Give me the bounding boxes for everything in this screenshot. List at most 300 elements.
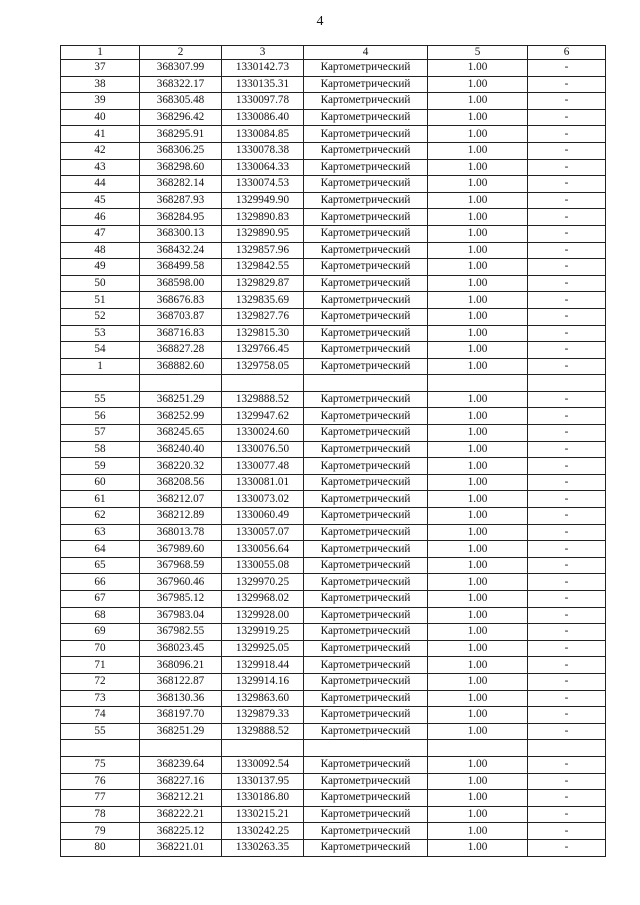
point-number-cell: 43 <box>61 159 140 176</box>
x-coordinate-cell: 367983.04 <box>140 607 222 624</box>
table-row <box>61 491 606 508</box>
point-number-cell: 67 <box>61 591 140 608</box>
note-cell: - <box>528 839 606 856</box>
point-number-cell: 68 <box>61 607 140 624</box>
y-coordinate-cell: 1329815.30 <box>222 325 304 342</box>
method-cell: Картометрический <box>304 176 428 193</box>
table-row <box>61 591 606 608</box>
note-cell: - <box>528 524 606 541</box>
y-coordinate-cell: 1329857.96 <box>222 242 304 259</box>
accuracy-cell: 1.00 <box>428 790 528 807</box>
table-row <box>61 126 606 143</box>
note-cell: - <box>528 458 606 475</box>
table-row <box>61 673 606 690</box>
note-cell: - <box>528 491 606 508</box>
method-cell: Картометрический <box>304 259 428 276</box>
accuracy-cell: 1.00 <box>428 591 528 608</box>
table-row <box>61 607 606 624</box>
x-coordinate-cell: 368225.12 <box>140 823 222 840</box>
method-cell: Картометрический <box>304 391 428 408</box>
table-row <box>61 192 606 209</box>
accuracy-cell: 1.00 <box>428 176 528 193</box>
y-coordinate-cell: 1330081.01 <box>222 474 304 491</box>
x-coordinate-cell: 368827.28 <box>140 342 222 359</box>
point-number-cell: 63 <box>61 524 140 541</box>
y-coordinate-cell: 1330084.85 <box>222 126 304 143</box>
note-cell: - <box>528 242 606 259</box>
y-coordinate-cell: 1329925.05 <box>222 640 304 657</box>
table-row <box>61 60 606 77</box>
point-number-cell: 46 <box>61 209 140 226</box>
y-coordinate-cell: 1329928.00 <box>222 607 304 624</box>
accuracy-cell: 1.00 <box>428 491 528 508</box>
method-cell: Картометрический <box>304 358 428 375</box>
point-number-cell: 72 <box>61 673 140 690</box>
note-cell: - <box>528 508 606 525</box>
table-row <box>61 76 606 93</box>
method-cell: Картометрический <box>304 441 428 458</box>
accuracy-cell: 1.00 <box>428 93 528 110</box>
y-coordinate-cell: 1329890.83 <box>222 209 304 226</box>
table-row <box>61 823 606 840</box>
x-coordinate-cell: 368220.32 <box>140 458 222 475</box>
y-coordinate-cell: 1329970.25 <box>222 574 304 591</box>
x-coordinate-cell: 368703.87 <box>140 308 222 325</box>
method-cell: Картометрический <box>304 325 428 342</box>
x-coordinate-cell <box>140 740 222 757</box>
point-number-cell <box>61 375 140 392</box>
table-row <box>61 358 606 375</box>
point-number-cell: 49 <box>61 259 140 276</box>
accuracy-cell: 1.00 <box>428 225 528 242</box>
table-row <box>61 391 606 408</box>
note-cell: - <box>528 541 606 558</box>
method-cell: Картометрический <box>304 225 428 242</box>
point-number-cell: 73 <box>61 690 140 707</box>
table-row <box>61 209 606 226</box>
column-header: 6 <box>528 46 606 60</box>
method-cell: Картометрический <box>304 756 428 773</box>
point-number-cell: 48 <box>61 242 140 259</box>
point-number-cell: 42 <box>61 142 140 159</box>
method-cell: Картометрический <box>304 690 428 707</box>
column-header: 5 <box>428 46 528 60</box>
point-number-cell: 79 <box>61 823 140 840</box>
y-coordinate-cell: 1329918.44 <box>222 657 304 674</box>
y-coordinate-cell: 1329842.55 <box>222 259 304 276</box>
x-coordinate-cell: 368122.87 <box>140 673 222 690</box>
accuracy-cell: 1.00 <box>428 474 528 491</box>
table-row <box>61 159 606 176</box>
accuracy-cell: 1.00 <box>428 773 528 790</box>
x-coordinate-cell: 368221.01 <box>140 839 222 856</box>
x-coordinate-cell: 368222.21 <box>140 806 222 823</box>
note-cell: - <box>528 126 606 143</box>
point-number-cell: 44 <box>61 176 140 193</box>
point-number-cell: 58 <box>61 441 140 458</box>
point-number-cell: 37 <box>61 60 140 77</box>
note-cell: - <box>528 176 606 193</box>
x-coordinate-cell: 368306.25 <box>140 142 222 159</box>
point-number-cell: 74 <box>61 707 140 724</box>
accuracy-cell: 1.00 <box>428 391 528 408</box>
table-row <box>61 707 606 724</box>
column-header: 3 <box>222 46 304 60</box>
note-cell: - <box>528 723 606 740</box>
accuracy-cell: 1.00 <box>428 192 528 209</box>
note-cell: - <box>528 474 606 491</box>
x-coordinate-cell: 368245.65 <box>140 425 222 442</box>
table-row <box>61 275 606 292</box>
method-cell: Картометрический <box>304 126 428 143</box>
note-cell: - <box>528 142 606 159</box>
column-header: 4 <box>304 46 428 60</box>
point-number-cell: 64 <box>61 541 140 558</box>
method-cell <box>304 375 428 392</box>
y-coordinate-cell: 1329835.69 <box>222 292 304 309</box>
y-coordinate-cell: 1330078.38 <box>222 142 304 159</box>
method-cell: Картометрический <box>304 591 428 608</box>
accuracy-cell: 1.00 <box>428 159 528 176</box>
accuracy-cell: 1.00 <box>428 325 528 342</box>
table-row <box>61 109 606 126</box>
note-cell <box>528 740 606 757</box>
y-coordinate-cell: 1330057.07 <box>222 524 304 541</box>
x-coordinate-cell: 367982.55 <box>140 624 222 641</box>
accuracy-cell: 1.00 <box>428 76 528 93</box>
note-cell: - <box>528 76 606 93</box>
method-cell: Картометрический <box>304 76 428 93</box>
x-coordinate-cell: 368212.21 <box>140 790 222 807</box>
x-coordinate-cell: 368197.70 <box>140 707 222 724</box>
x-coordinate-cell: 368307.99 <box>140 60 222 77</box>
note-cell: - <box>528 192 606 209</box>
note-cell: - <box>528 425 606 442</box>
method-cell: Картометрический <box>304 342 428 359</box>
table-row <box>61 176 606 193</box>
point-number-cell: 77 <box>61 790 140 807</box>
note-cell: - <box>528 292 606 309</box>
table-row <box>61 93 606 110</box>
page-number: 4 <box>316 14 324 29</box>
y-coordinate-cell <box>222 740 304 757</box>
point-number-cell: 56 <box>61 408 140 425</box>
method-cell: Картометрический <box>304 607 428 624</box>
table-row <box>61 690 606 707</box>
method-cell: Картометрический <box>304 790 428 807</box>
x-coordinate-cell: 368284.95 <box>140 209 222 226</box>
accuracy-cell: 1.00 <box>428 292 528 309</box>
accuracy-cell: 1.00 <box>428 60 528 77</box>
table-row <box>61 142 606 159</box>
method-cell <box>304 740 428 757</box>
note-cell: - <box>528 673 606 690</box>
note-cell: - <box>528 342 606 359</box>
y-coordinate-cell: 1330064.33 <box>222 159 304 176</box>
table-row <box>61 723 606 740</box>
accuracy-cell: 1.00 <box>428 823 528 840</box>
x-coordinate-cell: 368251.29 <box>140 723 222 740</box>
point-number-cell: 1 <box>61 358 140 375</box>
table-row <box>61 557 606 574</box>
table-row <box>61 474 606 491</box>
accuracy-cell: 1.00 <box>428 756 528 773</box>
note-cell: - <box>528 441 606 458</box>
y-coordinate-cell: 1329949.90 <box>222 192 304 209</box>
y-coordinate-cell: 1330186.80 <box>222 790 304 807</box>
accuracy-cell: 1.00 <box>428 242 528 259</box>
accuracy-cell: 1.00 <box>428 342 528 359</box>
y-coordinate-cell: 1329968.02 <box>222 591 304 608</box>
x-coordinate-cell: 367989.60 <box>140 541 222 558</box>
accuracy-cell: 1.00 <box>428 806 528 823</box>
point-number-cell: 61 <box>61 491 140 508</box>
x-coordinate-cell: 368251.29 <box>140 391 222 408</box>
point-number-cell: 38 <box>61 76 140 93</box>
point-number-cell: 78 <box>61 806 140 823</box>
point-number-cell: 52 <box>61 308 140 325</box>
table-row <box>61 425 606 442</box>
x-coordinate-cell: 367985.12 <box>140 591 222 608</box>
x-coordinate-cell: 368296.42 <box>140 109 222 126</box>
accuracy-cell: 1.00 <box>428 707 528 724</box>
point-number-cell: 40 <box>61 109 140 126</box>
note-cell: - <box>528 225 606 242</box>
x-coordinate-cell: 368252.99 <box>140 408 222 425</box>
note-cell: - <box>528 93 606 110</box>
y-coordinate-cell: 1330142.73 <box>222 60 304 77</box>
y-coordinate-cell: 1329829.87 <box>222 275 304 292</box>
accuracy-cell: 1.00 <box>428 209 528 226</box>
point-number-cell: 59 <box>61 458 140 475</box>
x-coordinate-cell: 368295.91 <box>140 126 222 143</box>
accuracy-cell: 1.00 <box>428 408 528 425</box>
point-number-cell: 60 <box>61 474 140 491</box>
table-row <box>61 806 606 823</box>
x-coordinate-cell: 368305.48 <box>140 93 222 110</box>
y-coordinate-cell: 1329879.33 <box>222 707 304 724</box>
method-cell: Картометрический <box>304 839 428 856</box>
x-coordinate-cell: 368130.36 <box>140 690 222 707</box>
x-coordinate-cell: 368882.60 <box>140 358 222 375</box>
method-cell: Картометрический <box>304 192 428 209</box>
note-cell: - <box>528 823 606 840</box>
point-number-cell: 39 <box>61 93 140 110</box>
method-cell: Картометрический <box>304 142 428 159</box>
point-number-cell <box>61 740 140 757</box>
accuracy-cell <box>428 375 528 392</box>
point-number-cell: 50 <box>61 275 140 292</box>
x-coordinate-cell: 367960.46 <box>140 574 222 591</box>
contour-separator-row <box>61 740 606 757</box>
x-coordinate-cell: 368212.07 <box>140 491 222 508</box>
method-cell: Картометрический <box>304 541 428 558</box>
y-coordinate-cell: 1330263.35 <box>222 839 304 856</box>
point-number-cell: 71 <box>61 657 140 674</box>
column-header: 2 <box>140 46 222 60</box>
x-coordinate-cell: 368432.24 <box>140 242 222 259</box>
accuracy-cell: 1.00 <box>428 358 528 375</box>
table-row <box>61 342 606 359</box>
accuracy-cell <box>428 740 528 757</box>
accuracy-cell: 1.00 <box>428 839 528 856</box>
note-cell: - <box>528 607 606 624</box>
note-cell: - <box>528 159 606 176</box>
note-cell: - <box>528 209 606 226</box>
method-cell: Картометрический <box>304 657 428 674</box>
method-cell: Картометрический <box>304 508 428 525</box>
table-row <box>61 259 606 276</box>
x-coordinate-cell: 368716.83 <box>140 325 222 342</box>
accuracy-cell: 1.00 <box>428 673 528 690</box>
table-row <box>61 657 606 674</box>
table-row <box>61 773 606 790</box>
note-cell: - <box>528 657 606 674</box>
note-cell: - <box>528 756 606 773</box>
note-cell: - <box>528 806 606 823</box>
note-cell: - <box>528 707 606 724</box>
table-row <box>61 408 606 425</box>
x-coordinate-cell: 368676.83 <box>140 292 222 309</box>
method-cell: Картометрический <box>304 707 428 724</box>
y-coordinate-cell: 1330055.08 <box>222 557 304 574</box>
point-number-cell: 47 <box>61 225 140 242</box>
point-number-cell: 55 <box>61 723 140 740</box>
y-coordinate-cell: 1329914.16 <box>222 673 304 690</box>
x-coordinate-cell: 368282.14 <box>140 176 222 193</box>
note-cell: - <box>528 690 606 707</box>
point-number-cell: 55 <box>61 391 140 408</box>
y-coordinate-cell: 1330077.48 <box>222 458 304 475</box>
y-coordinate-cell: 1329888.52 <box>222 723 304 740</box>
accuracy-cell: 1.00 <box>428 607 528 624</box>
y-coordinate-cell: 1329863.60 <box>222 690 304 707</box>
accuracy-cell: 1.00 <box>428 441 528 458</box>
accuracy-cell: 1.00 <box>428 657 528 674</box>
method-cell: Картометрический <box>304 557 428 574</box>
note-cell: - <box>528 325 606 342</box>
accuracy-cell: 1.00 <box>428 557 528 574</box>
y-coordinate-cell: 1330060.49 <box>222 508 304 525</box>
table-row <box>61 242 606 259</box>
table-row <box>61 574 606 591</box>
point-number-cell: 76 <box>61 773 140 790</box>
method-cell: Картометрический <box>304 408 428 425</box>
accuracy-cell: 1.00 <box>428 275 528 292</box>
method-cell: Картометрический <box>304 109 428 126</box>
method-cell: Картометрический <box>304 159 428 176</box>
table-row <box>61 325 606 342</box>
note-cell: - <box>528 308 606 325</box>
y-coordinate-cell: 1330086.40 <box>222 109 304 126</box>
method-cell: Картометрический <box>304 723 428 740</box>
accuracy-cell: 1.00 <box>428 126 528 143</box>
point-number-cell: 51 <box>61 292 140 309</box>
x-coordinate-cell: 368208.56 <box>140 474 222 491</box>
point-number-cell: 69 <box>61 624 140 641</box>
table-row <box>61 524 606 541</box>
table-row <box>61 441 606 458</box>
method-cell: Картометрический <box>304 806 428 823</box>
point-number-cell: 75 <box>61 756 140 773</box>
method-cell: Картометрический <box>304 242 428 259</box>
method-cell: Картометрический <box>304 275 428 292</box>
x-coordinate-cell: 368499.58 <box>140 259 222 276</box>
note-cell: - <box>528 790 606 807</box>
point-number-cell: 41 <box>61 126 140 143</box>
accuracy-cell: 1.00 <box>428 259 528 276</box>
note-cell: - <box>528 109 606 126</box>
note-cell: - <box>528 773 606 790</box>
x-coordinate-cell <box>140 375 222 392</box>
table-row <box>61 458 606 475</box>
point-number-cell: 62 <box>61 508 140 525</box>
accuracy-cell: 1.00 <box>428 109 528 126</box>
table-row <box>61 640 606 657</box>
table-row <box>61 839 606 856</box>
table-row <box>61 790 606 807</box>
accuracy-cell: 1.00 <box>428 142 528 159</box>
y-coordinate-cell: 1330215.21 <box>222 806 304 823</box>
table-header-row <box>61 46 606 60</box>
method-cell: Картометрический <box>304 474 428 491</box>
y-coordinate-cell: 1329919.25 <box>222 624 304 641</box>
table-row <box>61 624 606 641</box>
y-coordinate-cell: 1330076.50 <box>222 441 304 458</box>
method-cell: Картометрический <box>304 308 428 325</box>
column-header: 1 <box>61 46 140 60</box>
x-coordinate-cell: 368212.89 <box>140 508 222 525</box>
note-cell: - <box>528 574 606 591</box>
table-row <box>61 292 606 309</box>
coordinates-table-body <box>61 46 606 857</box>
note-cell: - <box>528 259 606 276</box>
note-cell: - <box>528 391 606 408</box>
method-cell: Картометрический <box>304 624 428 641</box>
y-coordinate-cell: 1330056.64 <box>222 541 304 558</box>
x-coordinate-cell: 368322.17 <box>140 76 222 93</box>
y-coordinate-cell: 1329947.62 <box>222 408 304 425</box>
y-coordinate-cell: 1329766.45 <box>222 342 304 359</box>
point-number-cell: 54 <box>61 342 140 359</box>
method-cell: Картометрический <box>304 640 428 657</box>
point-number-cell: 80 <box>61 839 140 856</box>
method-cell: Картометрический <box>304 574 428 591</box>
note-cell: - <box>528 275 606 292</box>
point-number-cell: 45 <box>61 192 140 209</box>
point-number-cell: 70 <box>61 640 140 657</box>
y-coordinate-cell: 1330092.54 <box>222 756 304 773</box>
table-row <box>61 541 606 558</box>
method-cell: Картометрический <box>304 425 428 442</box>
method-cell: Картометрический <box>304 524 428 541</box>
y-coordinate-cell: 1330137.95 <box>222 773 304 790</box>
table-row <box>61 508 606 525</box>
x-coordinate-cell: 368013.78 <box>140 524 222 541</box>
coordinates-table <box>60 45 606 857</box>
accuracy-cell: 1.00 <box>428 425 528 442</box>
y-coordinate-cell: 1330242.25 <box>222 823 304 840</box>
x-coordinate-cell: 368598.00 <box>140 275 222 292</box>
note-cell: - <box>528 358 606 375</box>
accuracy-cell: 1.00 <box>428 308 528 325</box>
x-coordinate-cell: 368240.40 <box>140 441 222 458</box>
accuracy-cell: 1.00 <box>428 690 528 707</box>
method-cell: Картометрический <box>304 673 428 690</box>
y-coordinate-cell: 1329888.52 <box>222 391 304 408</box>
accuracy-cell: 1.00 <box>428 524 528 541</box>
table-row <box>61 756 606 773</box>
